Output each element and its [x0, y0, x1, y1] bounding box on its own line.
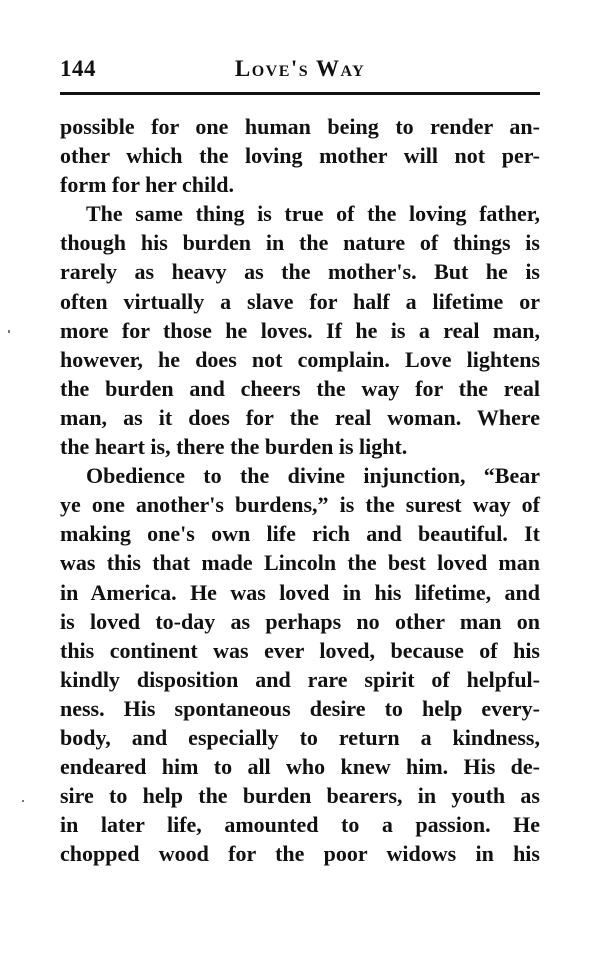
text-line: chopped wood for the poor widows in his	[60, 841, 540, 867]
text-line: though his burden in the nature of things is	[60, 230, 540, 256]
text-line: man, as it does for the real woman. Where	[60, 404, 540, 430]
text-line: making one's own life rich and beautiful. It	[60, 521, 540, 547]
text-line: more for those he loves. If he is a real man,	[60, 317, 540, 343]
text-line: the burden and cheers the way for the real	[60, 375, 540, 401]
text-line: endeared him to all who knew him. His de-	[60, 754, 540, 780]
text-line: sire to help the burden bearers, in youth as	[60, 783, 540, 809]
text-line: was this that made Lincoln the best loved man	[60, 550, 540, 576]
header-rule	[60, 92, 540, 95]
text-line: other which the loving mother will not per-	[60, 143, 540, 169]
running-head	[60, 56, 540, 86]
paper-speck	[8, 330, 10, 333]
text-line: ness. His spontaneous desire to help every-	[60, 695, 540, 721]
text-line: this continent was ever loved, because of his	[60, 637, 540, 663]
running-title: Love's Way	[234, 56, 366, 81]
text-line: often virtually a slave for half a lifetime or	[60, 288, 540, 314]
text-line: the heart is, there the burden is light.	[60, 434, 408, 460]
text-line: possible for one human being to render an-	[60, 114, 540, 139]
text-line: ye one another's burdens,” is the surest way of	[60, 492, 540, 518]
text-line: The same thing is true of the loving father,	[86, 201, 540, 227]
text-line: however, he does not complain. Love lightens	[60, 346, 540, 372]
text-line: kindly disposition and rare spirit of helpful-	[60, 666, 540, 692]
text-line: body, and especially to return a kindness,	[60, 724, 540, 750]
text-line: in America. He was loved in his lifetime, and	[60, 579, 540, 605]
text-line: rarely as heavy as the mother's. But he is	[60, 259, 540, 285]
text-line: in later life, amounted to a passion. He	[60, 812, 540, 838]
paragraph-1	[60, 112, 540, 199]
text-line: Obedience to the divine injunction, “Bear	[86, 463, 540, 489]
paragraph-3	[60, 461, 540, 868]
text-line: form for her child.	[60, 172, 234, 198]
paragraph-2	[60, 199, 540, 461]
text-line: is loved to-day as perhaps no other man on	[60, 608, 540, 634]
body-text	[60, 112, 540, 868]
paper-speck	[22, 800, 24, 802]
page-number: 144	[60, 56, 96, 81]
